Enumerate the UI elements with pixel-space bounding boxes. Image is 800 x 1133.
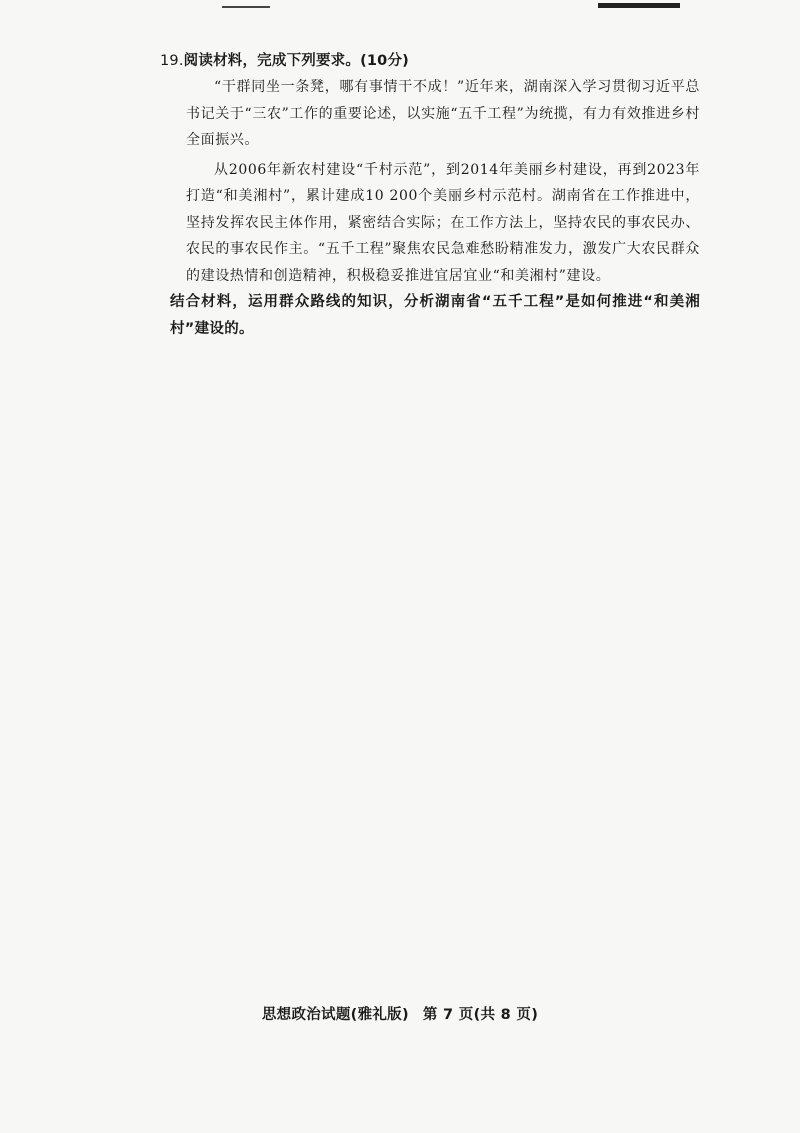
scan-artifact-bar	[598, 3, 680, 8]
material-block	[160, 74, 700, 289]
scan-artifact-line	[222, 6, 270, 8]
exam-title: 思想政治试题(雅礼版)	[261, 1007, 409, 1023]
page-footer	[0, 1003, 800, 1024]
question-instruction: 阅读材料，完成下列要求。(10分)	[183, 53, 410, 69]
page-number: 第 7 页(共 8 页)	[422, 1007, 539, 1023]
question-task: 结合材料，运用群众路线的知识，分析湖南省“五千工程”是如何推进“和美湘村”建设的。	[170, 294, 700, 337]
question-header	[160, 48, 700, 74]
material-paragraph: “干群同坐一条凳，哪有事情干不成！”近年来，湖南深入学习贯彻习近平总书记关于“三农”工作的重要论述，以实施“五千工程”为统揽，有力有效推进乡村全面振兴。	[186, 79, 700, 148]
question-number: 19.	[160, 53, 184, 69]
material-paragraph: 从2006年新农村建设“千村示范”，到2014年美丽乡村建设，再到2023年打造“和美湘村”，累计建成10 200个美丽乡村示范村。湖南省在工作推进中，坚持发挥农民主体作用，紧密结合实际；在工作方法上，坚持农民的事农民办、农民的事农民作主。“五千工程”聚焦农民急难愁盼精准发力，激发广大农民群众的建设热情和创造精神，积极稳妥推进宜居宜业“和美湘村”建设。	[186, 161, 700, 284]
question-19	[160, 48, 700, 342]
